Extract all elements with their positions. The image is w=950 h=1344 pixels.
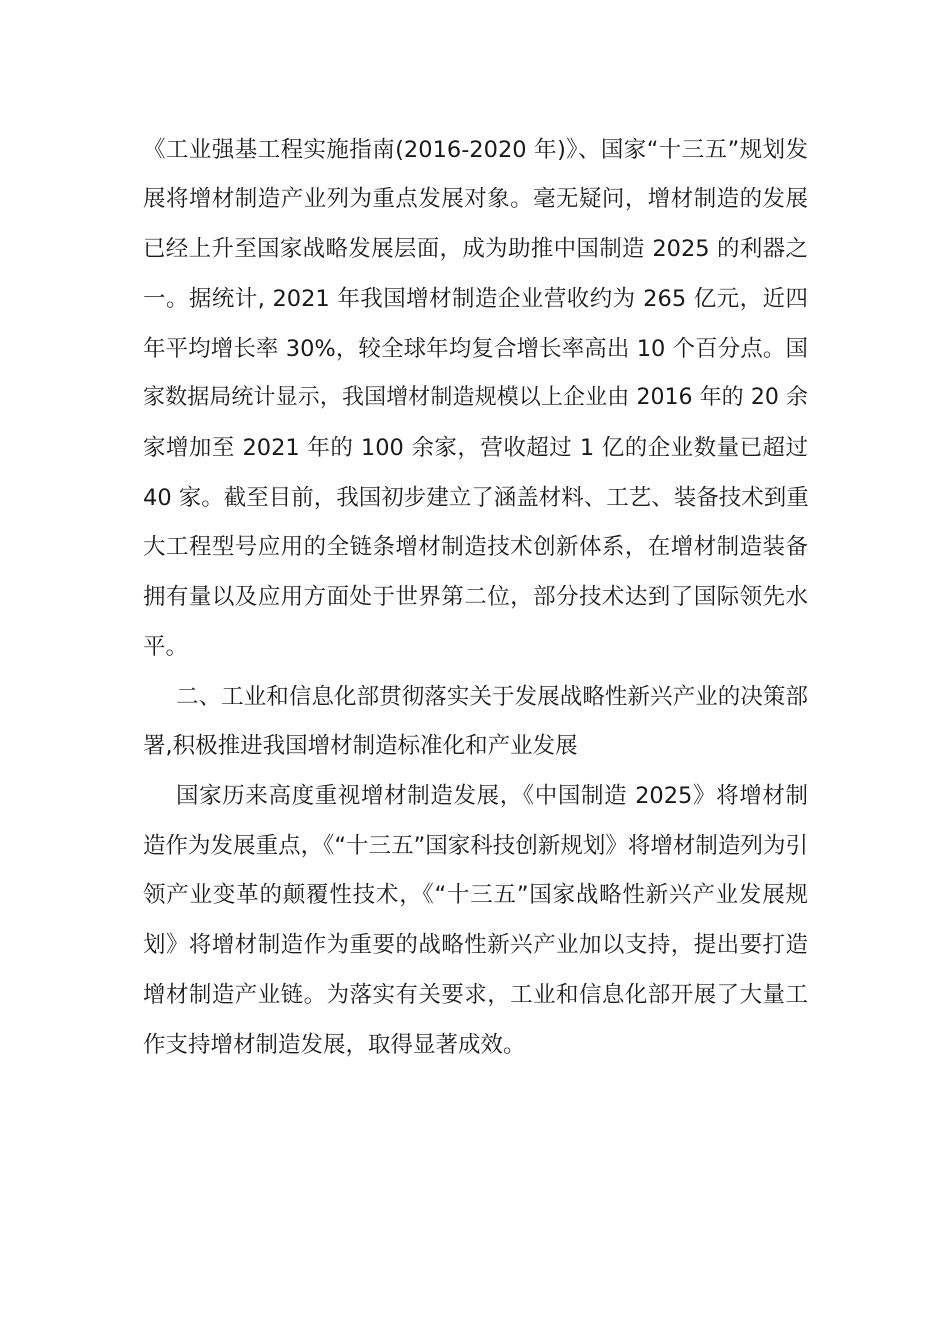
paragraph-1-line-2: 展将增材制造产业列为重点发展对象。毫无疑问，增材制造的发展: [143, 186, 808, 212]
paragraph-2-line-6: 作支持增材制造发展，取得显著成效。: [143, 1032, 526, 1058]
paragraph-1-line-6: 家数据局统计显示，我国增材制造规模以上企业由 2016 年的 20 余: [143, 385, 808, 410]
paragraph-2-line-1: 国家历来高度重视增材制造发展，《中国制造 2025》将增材制: [176, 783, 808, 809]
paragraph-2-line-2: 造作为发展重点，《“十三五”国家科技创新规划》将增材制造列为引: [143, 833, 808, 859]
section-heading-line-1: 二、工业和信息化部贯彻落实关于发展战略性新兴产业的决策部: [176, 684, 808, 710]
paragraph-1-line-8: 40 家。截至目前，我国初步建立了涵盖材料、工艺、装备技术到重: [143, 485, 809, 511]
paragraph-2-line-5: 增材制造产业链。为落实有关要求，工业和信息化部开展了大量工: [143, 982, 808, 1008]
paragraph-1-line-11: 平。: [143, 634, 189, 660]
section-heading-line-2: 署,积极推进我国增材制造标准化和产业发展: [143, 733, 578, 759]
paragraph-2-line-3: 领产业变革的颠覆性技术，《“十三五”国家战略性新兴产业发展规: [143, 882, 808, 908]
paragraph-1-line-5: 年平均增长率 30%，较全球年均复合增长率高出 10 个百分点。国: [143, 336, 808, 362]
paragraph-1-line-9: 大工程型号应用的全链条增材制造技术创新体系，在增材制造装备: [143, 534, 808, 560]
paragraph-1-line-4: 一。据统计, 2021 年我国增材制造企业营收约为 265 亿元，近四: [143, 286, 808, 312]
paragraph-1-line-3: 已经上升至国家战略发展层面，成为助推中国制造 2025 的利器之: [143, 236, 808, 262]
paragraph-2-line-4: 划》将增材制造作为重要的战略性新兴产业加以支持，提出要打造: [143, 932, 808, 958]
paragraph-1-line-7: 家增加至 2021 年的 100 余家，营收超过 1 亿的企业数量已超过: [143, 435, 808, 461]
paragraph-1-line-1: 《工业强基工程实施指南(2016-2020 年)》、国家“十三五”规划发: [143, 137, 808, 163]
paragraph-1-line-10: 拥有量以及应用方面处于世界第二位，部分技术达到了国际领先水: [143, 584, 808, 610]
